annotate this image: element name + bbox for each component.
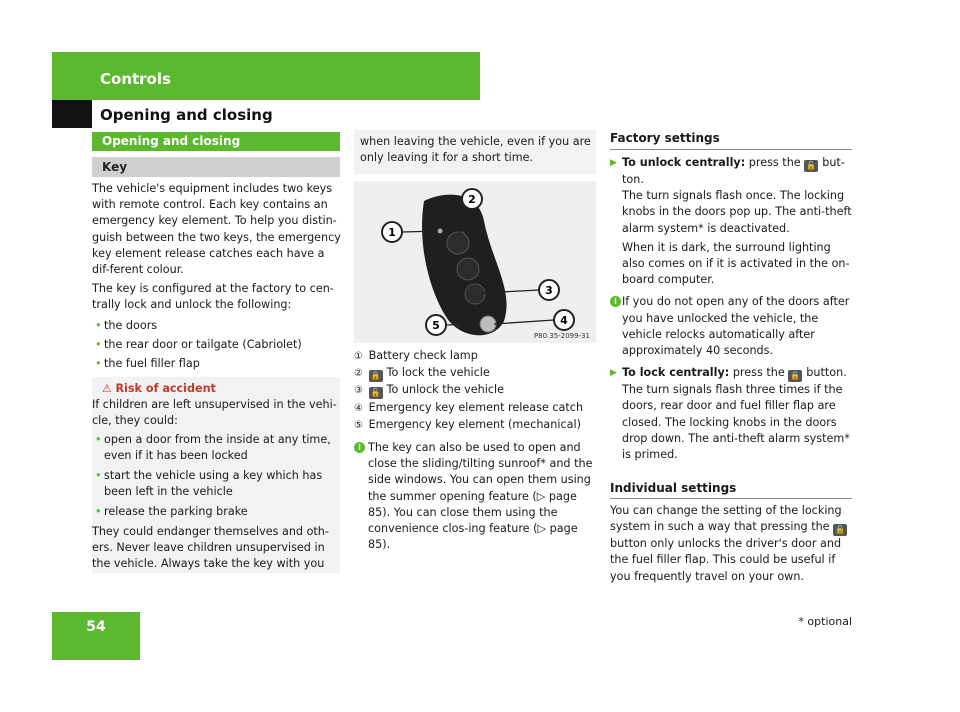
- legend-item: ① Battery check lamp: [354, 349, 478, 362]
- info-note: i If you do not open any of the doors after you have unlocked the vehicle, the vehicle relocks automatically after approximately 40 seconds.: [610, 294, 854, 359]
- info-icon: i: [610, 296, 621, 307]
- unlock-icon: 🔓: [804, 160, 818, 172]
- svg-text:1: 1: [388, 226, 396, 239]
- legend-list: [354, 348, 598, 553]
- key-photo: [354, 181, 596, 343]
- bullet-icon: •: [95, 318, 102, 332]
- bullet-icon: •: [95, 337, 102, 351]
- footnote: * optional: [798, 615, 852, 628]
- divider: [610, 149, 852, 150]
- info-note: i The key can also be used to open and close the sliding/tilting sunroof* and the side windows. You can open them using the summer opening feature (▷ page 85). You can close them using the convenience clos-ing feature (▷ page 85).: [354, 440, 598, 553]
- legend-item: ③ 🔓 To unlock the vehicle: [354, 383, 504, 398]
- step-arrow-icon: ▶: [610, 158, 617, 168]
- chapter-title: Controls: [100, 70, 171, 88]
- list-item: • start the vehicle using a key which has been left in the vehicle: [95, 469, 323, 499]
- section-heading: Opening and closing: [100, 106, 273, 124]
- bullet-icon: •: [95, 469, 102, 483]
- divider: [610, 498, 852, 499]
- warning-triangle-icon: ⚠: [102, 382, 112, 395]
- callout-3: [539, 280, 559, 300]
- photo-code: P80.35-2099-31: [533, 332, 590, 340]
- lock-step: ▶ To lock centrally: press the 🔒 button. The turn signals flash three times if the doors, rear door and fuel filler flap are closed. The locking knobs in the doors drop down. The anti-theft alarm system* is primed.: [610, 365, 854, 463]
- callout-5: [426, 315, 446, 335]
- bullet-icon: •: [95, 505, 102, 519]
- lock-icon: 🔒: [369, 370, 383, 382]
- callout-4: [554, 310, 574, 330]
- info-icon: i: [354, 442, 365, 453]
- paragraph: The key is configured at the factory to cen-trally lock and unlock the following:: [92, 282, 334, 312]
- list-item: • the doors: [92, 318, 342, 334]
- factory-settings-heading: Factory settings: [610, 131, 720, 145]
- bullet-icon: •: [95, 432, 102, 446]
- list-item: • open a door from the inside at any time, even if it has been locked: [95, 432, 331, 462]
- continued-text: when leaving the vehicle, even if you are only leaving it for a short time.: [360, 135, 591, 165]
- unlock-step: ▶ To unlock centrally: press the 🔓 but-ton. The turn signals flash once. The locking knobs in the doors pop up. The anti-theft alarm system* is deactivated. When it is dark, the surround lighting also comes on if it is activated in the on-board computer.: [610, 155, 854, 288]
- warning-content: [92, 381, 340, 575]
- key-intro: [92, 181, 342, 372]
- paragraph: They could endanger themselves and oth-ers. Never leave children unsupervised in the vehicle. Always take the key with you: [92, 524, 329, 571]
- legend-item: ⑤ Emergency key element (mechanical): [354, 417, 581, 431]
- subsection-title-bar: Key: [92, 157, 340, 177]
- section-title-bar: Opening and closing: [92, 132, 340, 151]
- page-number: 54: [86, 619, 106, 635]
- paragraph: The vehicle's equipment includes two keys with remote control. Each key contains an emergency key element. To help you distin-guish between the two keys, the emergency key element release catches each have a dif-ferent colour.: [92, 182, 341, 277]
- list-item: • release the parking brake: [92, 504, 340, 520]
- individual-settings-text: You can change the setting of the locking system in such a way that pressing the 🔓button only unlocks the driver's door and the fuel filler flap. This could be useful if you frequently travel on your own.: [610, 503, 854, 585]
- paragraph: If children are left unsupervised in the vehi-cle, they could:: [92, 398, 337, 428]
- step-arrow-icon: ▶: [610, 368, 617, 379]
- list-item: • the fuel filler flap: [92, 356, 342, 372]
- individual-settings-heading: Individual settings: [610, 481, 737, 495]
- paragraph: The turn signals flash once. The locking knobs in the doors pop up. The anti-theft alarm system* is deactivated.: [622, 189, 852, 235]
- key-illustration: [354, 181, 596, 343]
- legend-item: ② 🔒 To lock the vehicle: [354, 366, 490, 381]
- bullet-icon: •: [95, 357, 102, 371]
- unlock-icon: 🔓: [833, 524, 847, 536]
- header-marker: [52, 100, 92, 128]
- paragraph: When it is dark, the surround lighting also comes on if it is activated in the on-board computer.: [622, 240, 850, 287]
- svg-text:3: 3: [545, 284, 553, 297]
- list-item: • the rear door or tailgate (Cabriolet): [92, 337, 342, 353]
- paragraph: The turn signals flash three times if the doors, rear door and fuel filler flap are closed. The locking knobs in the doors drop down. The anti-theft alarm system* is primed.: [622, 383, 850, 462]
- legend-item: ④ Emergency key element release catch: [354, 400, 584, 414]
- svg-text:4: 4: [560, 314, 568, 327]
- callout-1: [382, 222, 402, 242]
- unlock-icon: 🔓: [369, 387, 383, 399]
- factory-settings-content: [610, 155, 854, 466]
- warning-title: ⚠ Risk of accident: [102, 382, 216, 395]
- lock-icon: 🔒: [788, 370, 802, 382]
- svg-text:2: 2: [468, 193, 476, 206]
- svg-text:5: 5: [432, 319, 440, 332]
- callout-2: [462, 189, 482, 209]
